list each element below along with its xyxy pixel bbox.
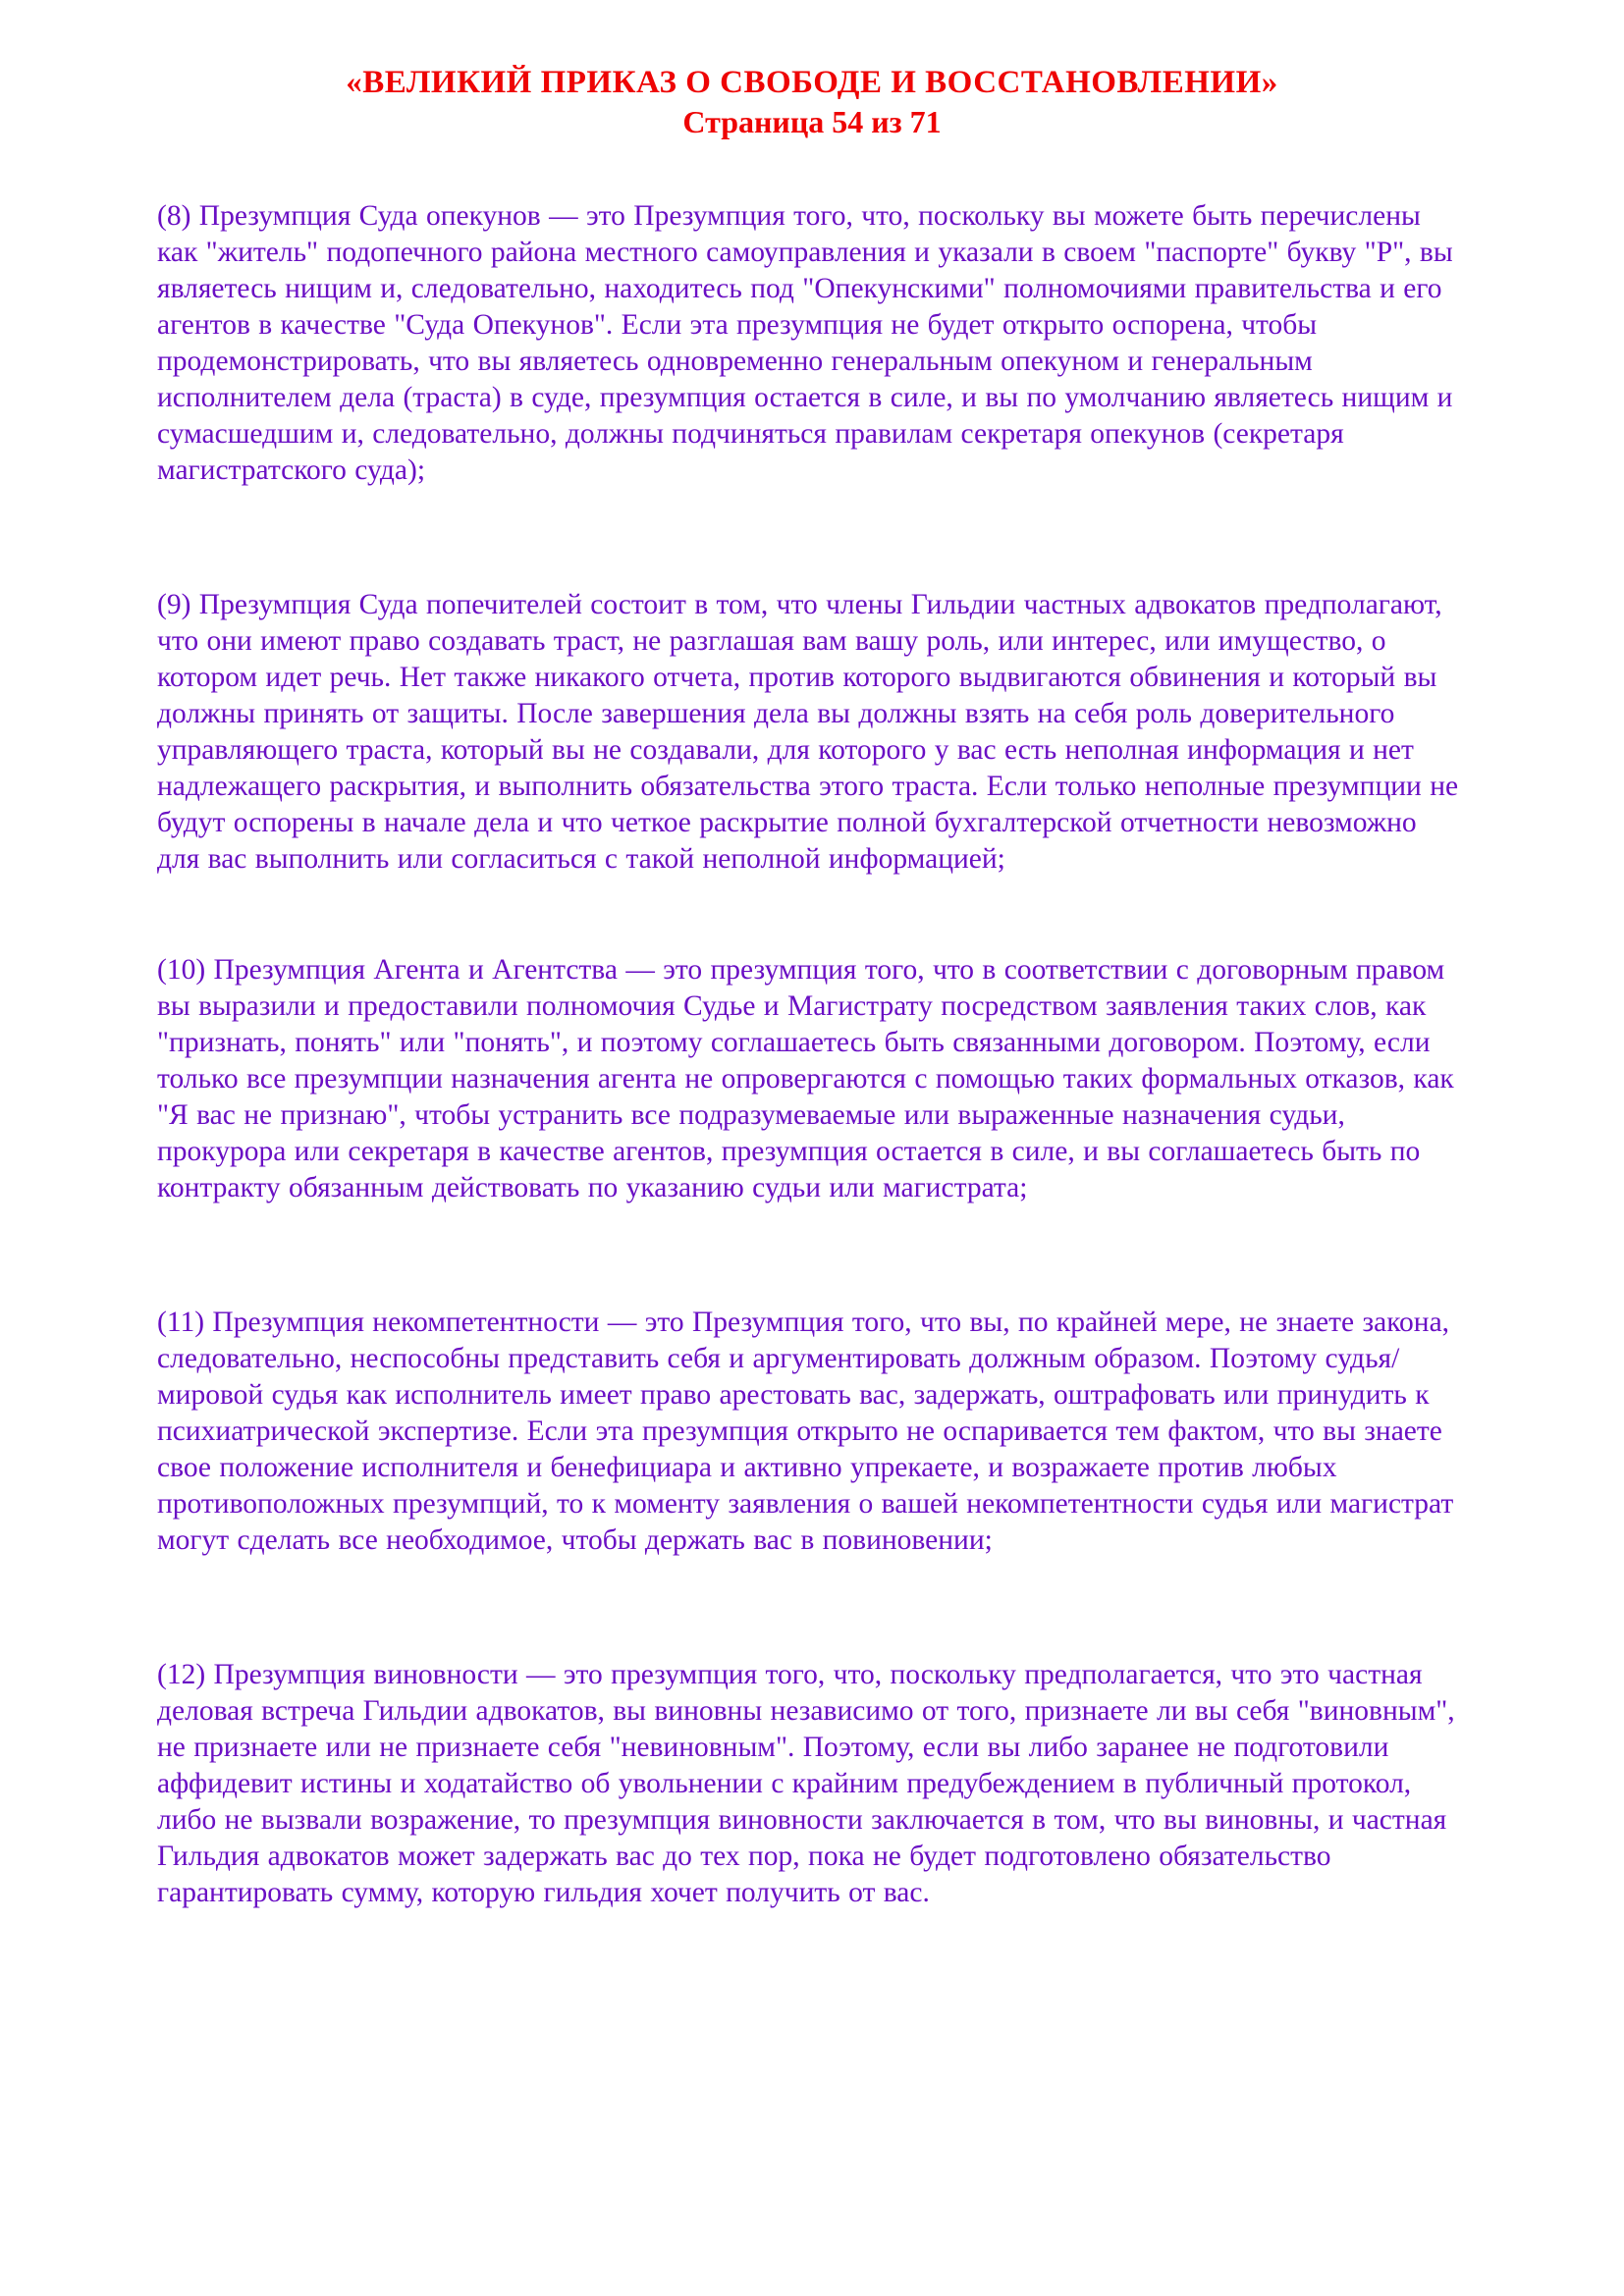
paragraph-11: (11) Презумпция некомпетентности — это Презумпция того, что вы, по крайней мере, не знаете закона, следовательно, неспособны представить себя и аргументировать должным образом. Поэтому судья/мировой судья как исполнитель имеет право арестовать вас, задержать, оштрафовать или принудить к психиатрической экспертизе. Если эта презумпция открыто не оспаривается тем фактом, что вы знаете свое положение исполнителя и бенефициара и активно упрекаете, и возражаете против любых противоположных презумпций, то к моменту заявления о вашей некомпетентности судья или магистрат могут сделать все необходимое, чтобы держать вас в повиновении; [157,1307,1454,1556]
paragraph-9: (9) Презумпция Суда попечителей состоит в том, что члены Гильдии частных адвокатов предполагают, что они имеют право создавать траст, не разглашая вам вашу роль, или интерес, или имущество, о котором идет речь. Нет также никакого отчета, против которого выдвигаются обвинения и который вы должны принять от защиты. После завершения дела вы должны взять на себя роль доверительного управляющего траста, который вы не создавали, для которого у вас есть неполная информация и нет надлежащего раскрытия, и выполнить обязательства этого траста. Если только неполные презумпции не будут оспорены в начале дела и что четкое раскрытие полной бухгалтерской отчетности невозможно для вас выполнить или согласиться с такой неполной информацией; [157,589,1459,875]
paragraph-10: (10) Презумпция Агента и Агентства — это презумпция того, что в соответствии с договорным правом вы выразили и предоставили полномочия Судье и Магистрату посредством заявления таких слов, как "признать, понять" или "понять", и поэтому соглашаетесь быть связанными договором. Поэтому, если только все презумпции назначения агента не опровергаются с помощью таких формальных отказов, как "Я вас не признаю", чтобы устранить все подразумеваемые или выраженные назначения судьи, прокурора или секретаря в качестве агентов, презумпция остается в силе, и вы соглашаетесь быть по контракту обязанным действовать по указанию судьи или магистрата; [157,954,1454,1203]
paragraph-12: (12) Презумпция виновности — это презумпция того, что, поскольку предполагается, что это частная деловая встреча Гильдии адвокатов, вы виновны независимо от того, признаете ли вы себя "виновным", не признаете или не признаете себя "невиновным". Поэтому, если вы либо заранее не подготовили аффидевит истины и ходатайство об увольнении с крайним предубеждением в публичный протокол, либо не вызвали возражение, то презумпция виновности заключается в том, что вы виновны, и частная Гильдия адвокатов может задержать вас до тех пор, пока не будет подготовлено обязательство гарантировать сумму, которую гильдия хочет получить от вас. [157,1659,1455,1908]
document-title: «ВЕЛИКИЙ ПРИКАЗ О СВОБОДЕ И ВОССТАНОВЛЕНИИ» [346,65,1278,100]
page-number-indicator: Страница 54 из 71 [682,104,942,139]
paragraph-8: (8) Презумпция Суда опекунов — это Презумпция того, что, поскольку вы можете быть перечислены как "житель" подопечного района местного самоуправления и указали в своем "паспорте" букву "Р", вы являетесь нищим и, следовательно, находитесь под "Опекунскими" полномочиями правительства и его агентов в качестве "Суда Опекунов". Если эта презумпция не будет открыто оспорена, чтобы продемонстрировать, что вы являетесь одновременно генеральным опекуном и генеральным исполнителем дела (траста) в суде, презумпция остается в силе, и вы по умолчанию являетесь нищим и сумасшедшим и, следовательно, должны подчиняться правилам секретаря опекунов (секретаря магистратского суда); [157,200,1453,486]
document-header [157,63,1467,141]
document-body [157,198,1467,1911]
